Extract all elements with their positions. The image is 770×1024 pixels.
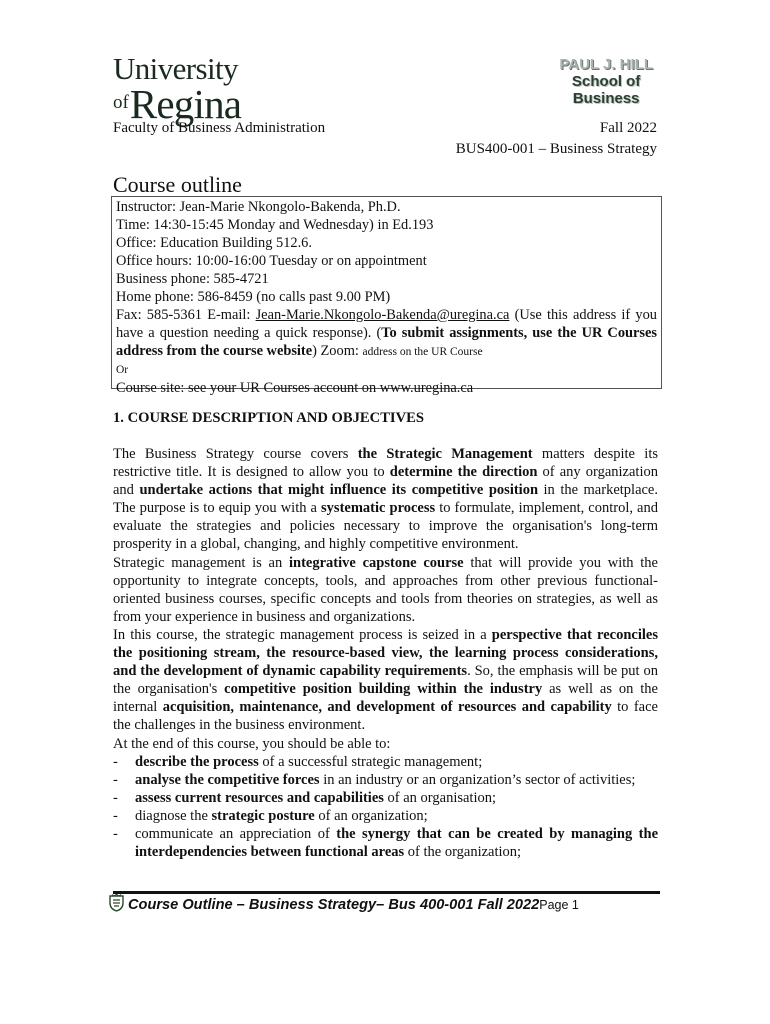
paragraph-intro — [113, 445, 658, 554]
school-name-line2: School of — [572, 73, 641, 90]
or-text: Or — [116, 364, 129, 376]
office-hours-line: Office hours: 10:00-16:00 Tuesday or on appointment — [116, 253, 427, 269]
objectives-list — [113, 753, 658, 862]
text-run: of an organization; — [314, 807, 428, 824]
school-name-line1: PAUL J. HILL — [559, 56, 653, 73]
text-run: Strategic management is an — [113, 554, 290, 571]
text-run: to face the challenges in the business environment. — [113, 699, 658, 734]
text-run: as well as on the internal — [113, 681, 658, 716]
course-code-title: BUS400-001 – Business Strategy — [455, 141, 657, 157]
bold-text: undertake actions that might influence its competitive position — [139, 482, 539, 499]
logo-of-text: of — [113, 92, 129, 113]
text-run: of a successful strategic management; — [258, 753, 483, 770]
list-item: - communicate an appreciation of the synergy that can be created by managing the interdependencies between functional areas of the organization; — [113, 825, 659, 861]
text-run: of any organization and — [113, 464, 658, 499]
logo-university-text: University — [113, 51, 238, 86]
fax-text: Fax: 585-5361 E-mail: — [116, 307, 256, 323]
list-item: - describe the process of a successful strategic management; — [113, 753, 483, 770]
text-run: in an industry or an organization’s sector of activities; — [319, 771, 636, 788]
fax-email-paragraph — [116, 306, 657, 361]
text-run: that will provide you with the opportunity to integrate concepts, tools, and approaches from other previous functional-oriented business courses, specific concepts and tools from theories on strategies, as well as from your experience in business and organizations. — [113, 554, 658, 625]
section-heading: 1. COURSE DESCRIPTION AND OBJECTIVES — [113, 410, 424, 426]
bold-text: determine the direction — [389, 464, 538, 481]
text-run: diagnose the — [135, 807, 212, 824]
paragraph-perspective — [113, 626, 658, 735]
instructor-info-box — [111, 196, 662, 396]
term-label: Fall 2022 — [599, 120, 657, 136]
time-line: Time: 14:30-15:45 Monday and Wednesday) in Ed.193 — [116, 217, 434, 233]
paragraph-objectives-intro — [113, 735, 658, 753]
section-body — [113, 445, 658, 861]
list-item: - diagnose the strategic posture of an organization; — [113, 807, 428, 824]
text-run: In this course, the strategic management process is seized in a — [113, 626, 492, 643]
zoom-note: address on the UR Course — [362, 346, 483, 358]
zoom-label: ) Zoom: — [312, 343, 363, 359]
page-number: Page 1 — [539, 898, 579, 912]
text-run: . So, the emphasis will be put on the organisation's — [113, 663, 658, 698]
email-link[interactable]: Jean-Marie.Nkongolo-Bakenda@uregina.ca — [255, 307, 510, 323]
text-run: of the organization; — [404, 844, 522, 861]
bold-text: competitive position building within the industry — [224, 681, 543, 698]
text-run: in the marketplace. The purpose is to equip you with a — [113, 482, 658, 517]
footer-text: Course Outline – Business Strategy– Bus 400-001 Fall 2022 — [128, 897, 540, 913]
bold-text: perspective that reconciles the positioning stream, the resource-based view, the learning process considerations, and the development of dynamic capability requirements — [113, 626, 658, 680]
text-run: of an organisation; — [383, 789, 497, 806]
school-of-business-logo — [559, 56, 653, 107]
paragraph-capstone — [113, 554, 658, 626]
text-run: communicate an appreciation of — [135, 825, 337, 842]
home-phone-line: Home phone: 586-8459 (no calls past 9.00 PM) — [116, 289, 391, 305]
logo-regina-text: Regina — [129, 81, 242, 127]
office-line: Office: Education Building 512.6. — [116, 235, 312, 251]
list-item: - analyse the competitive forces in an industry or an organization’s sector of activities; — [113, 771, 636, 788]
text-run: matters despite its restrictive title. It is designed to allow you to — [113, 446, 659, 481]
bold-text: describe the process — [135, 753, 259, 770]
bold-text: analyse the competitive forces — [135, 771, 320, 788]
business-phone-line: Business phone: 585-4721 — [116, 271, 269, 287]
email-note: (Use this address if you have a question needing a quick response). ( — [116, 307, 657, 341]
text-run: At the end of this course, you should be able to: — [113, 735, 391, 752]
list-item: - assess current resources and capabilities of an organisation; — [113, 789, 497, 806]
crest-icon — [109, 894, 124, 916]
bold-text: the Strategic Management — [357, 446, 533, 462]
school-name-line3: Business — [572, 90, 640, 107]
bold-text: systematic process — [321, 500, 436, 517]
submit-assignments-note: To submit assignments, use the UR Courses address from the course website — [116, 325, 657, 359]
text-run: The Business Strategy course covers — [113, 446, 358, 462]
page-footer — [109, 894, 579, 916]
bold-text: the synergy that can be created by managing the interdependencies between functional areas — [135, 825, 659, 861]
bold-text: integrative capstone course — [289, 554, 464, 571]
bold-text: strategic posture — [211, 807, 315, 824]
faculty-name: Faculty of Business Administration — [113, 120, 326, 136]
page-title: Course outline — [113, 172, 242, 197]
term-block — [456, 118, 657, 160]
course-site-line: Course site: see your UR Courses account on www.uregina.ca — [116, 380, 474, 396]
instructor-line: Instructor: Jean-Marie Nkongolo-Bakenda, Ph.D. — [116, 199, 401, 215]
bold-text: assess current resources and capabilities — [135, 789, 384, 806]
text-run: to formulate, implement, control, and evaluate the strategies and policies necessary to improve the organisation's long-term prosperity in a global, changing, and highly competitive environment. — [113, 500, 658, 553]
bold-text: acquisition, maintenance, and development of resources and capability — [162, 699, 612, 716]
